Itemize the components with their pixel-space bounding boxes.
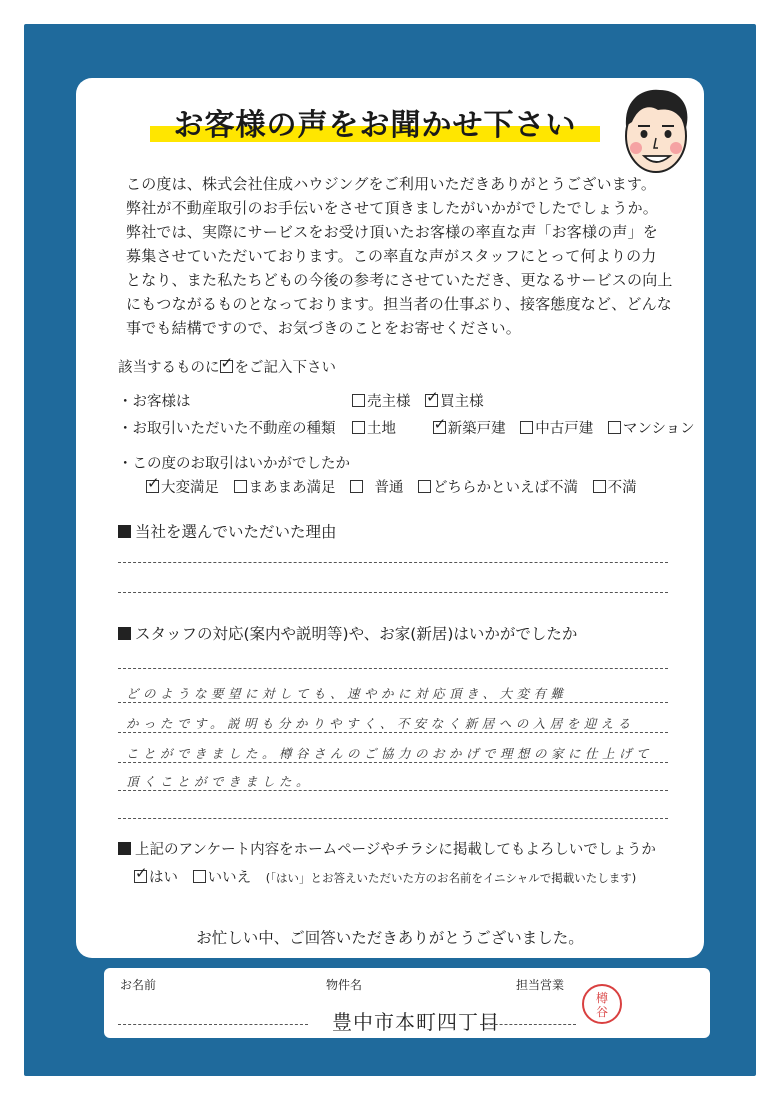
question-type xyxy=(118,417,336,438)
checkbox[interactable] xyxy=(352,421,365,434)
handwritten-line: 頂くことができました。 xyxy=(126,774,314,789)
square-bullet-icon xyxy=(118,842,131,855)
square-bullet-icon xyxy=(118,627,131,640)
option-label: 中古戸建 xyxy=(535,421,594,437)
option-label: はい xyxy=(149,870,178,886)
property-label: 物件名 xyxy=(326,978,363,992)
option-label: マンション xyxy=(622,421,695,437)
intro-line: 弊社が不動産取引のお手伝いをさせて頂きましたがいかがでしたでしょうか。 xyxy=(126,199,659,217)
intro-line: 弊社では、実際にサービスをお受け頂いたお客様の率直な声「お客様の声」を xyxy=(126,223,659,241)
answer-line xyxy=(118,668,668,669)
mascot-face-icon xyxy=(614,82,698,178)
option-dissatisfied[interactable] xyxy=(593,476,637,497)
name-signature-line xyxy=(118,1024,308,1025)
option-very-satisfied[interactable] xyxy=(146,476,219,497)
answer-line xyxy=(118,762,668,763)
option-label: いいえ xyxy=(207,870,252,886)
instruction xyxy=(118,356,336,377)
option-yes[interactable] xyxy=(134,866,178,887)
page-title: お客様の声をお聞かせ下さい xyxy=(173,108,577,143)
section-title: 上記のアンケート内容をホームページやチラシに掲載してもよろしいでしょうか xyxy=(135,842,656,858)
intro-line: にもつながるものとなっております。担当者の仕事ぶり、接客態度など、どんな xyxy=(126,295,673,313)
section-title: スタッフの対応(案内や説明等)や、お家(新居)はいかがでしたか xyxy=(135,625,578,643)
option-label: 売主様 xyxy=(367,394,411,410)
publish-options xyxy=(134,866,636,887)
square-bullet-icon xyxy=(118,525,131,538)
checkbox[interactable] xyxy=(234,480,247,493)
question-label: ・お取引いただいた不動産の種類 xyxy=(118,421,336,437)
property-value: 豊中市本町四丁目 xyxy=(332,1010,500,1034)
option-mansion[interactable] xyxy=(608,417,695,438)
checkbox[interactable] xyxy=(608,421,621,434)
handwritten-line: かったです。説明も分かりやすく、不安なく新居への入居を迎える xyxy=(126,716,635,731)
checkbox[interactable] xyxy=(520,421,533,434)
checkbox[interactable] xyxy=(418,480,431,493)
title-block xyxy=(150,100,600,146)
answer-line xyxy=(118,732,668,733)
option-land[interactable] xyxy=(352,417,396,438)
option-label: 不満 xyxy=(607,480,637,496)
option-normal[interactable] xyxy=(350,476,403,497)
answer-line xyxy=(118,818,668,819)
option-label: どちらかといえば不満 xyxy=(433,480,579,496)
handwritten-line: ことができました。樽谷さんのご協力のおかげで理想の家に仕上げて xyxy=(126,746,654,761)
option-label: 普通 xyxy=(374,480,404,496)
option-buyer[interactable] xyxy=(425,390,484,411)
checkbox[interactable] xyxy=(350,480,363,493)
checkbox[interactable] xyxy=(352,394,365,407)
option-label: まあまあ満足 xyxy=(248,480,336,496)
checkbox-checked[interactable] xyxy=(433,421,446,434)
option-label: 土地 xyxy=(367,421,396,437)
intro-text xyxy=(126,172,686,340)
instruction-pre: 該当するものに xyxy=(118,360,220,376)
checkbox[interactable] xyxy=(193,870,206,883)
handwritten-line: どのような要望に対しても、速やかに対応頂き、大変有難 xyxy=(126,686,568,701)
section-publish-heading xyxy=(118,838,656,859)
section-title: 当社を選んでいただいた理由 xyxy=(135,523,337,541)
option-fairly-satisfied[interactable] xyxy=(234,476,336,497)
staff-stamp-icon xyxy=(582,984,622,1024)
options-satisfaction xyxy=(146,476,647,497)
checkbox-checked[interactable] xyxy=(134,870,147,883)
intro-line: となり、また私たちどもの今後の参考にさせていただき、更なるサービスの向上 xyxy=(126,271,673,289)
option-somewhat-dissatisfied[interactable] xyxy=(418,476,578,497)
option-label: 新築戸建 xyxy=(447,421,506,437)
publish-note: (「はい」とお答えいただいた方のお名前をイニシャルで掲載いたします) xyxy=(265,871,637,885)
thanks-message: お忙しい中、ご回答いただきありがとうございました。 xyxy=(196,929,584,947)
name-label: お名前 xyxy=(120,978,157,992)
option-no[interactable] xyxy=(193,866,252,887)
stamp-char: 谷 xyxy=(595,1005,608,1019)
intro-line: 事でも結構ですので、お気づきのことをお寄せください。 xyxy=(126,319,521,337)
question-label: ・お客様は xyxy=(118,394,191,410)
answer-line xyxy=(118,702,668,703)
instruction-post: をご記入下さい xyxy=(234,360,336,376)
option-new-house[interactable] xyxy=(433,417,506,438)
option-used-house[interactable] xyxy=(520,417,593,438)
sample-checkbox-icon xyxy=(220,360,233,373)
question-customer xyxy=(118,390,191,411)
checkbox-checked[interactable] xyxy=(425,394,438,407)
section-staff-heading xyxy=(118,622,577,644)
stamp-char: 樽 xyxy=(595,991,608,1005)
staff-signature-line xyxy=(480,1024,576,1025)
intro-line: この度は、株式会社住成ハウジングをご利用いただきありがとうございます。 xyxy=(126,175,657,193)
staff-label: 担当営業 xyxy=(516,978,565,992)
checkbox[interactable] xyxy=(593,480,606,493)
options-customer xyxy=(352,390,494,411)
intro-line: 募集させていただいております。この率直な声がスタッフにとって何よりの力 xyxy=(126,247,657,265)
question-satisfaction xyxy=(118,452,350,473)
option-seller[interactable] xyxy=(352,390,411,411)
section-reason-heading xyxy=(118,520,337,542)
answer-line xyxy=(118,790,668,791)
option-label: 買主様 xyxy=(440,394,484,410)
question-label: ・この度のお取引はいかがでしたか xyxy=(118,456,350,472)
options-type xyxy=(352,417,705,438)
checkbox-checked[interactable] xyxy=(146,480,159,493)
answer-line xyxy=(118,592,668,593)
option-label: 大変満足 xyxy=(161,480,219,496)
answer-line xyxy=(118,562,668,563)
